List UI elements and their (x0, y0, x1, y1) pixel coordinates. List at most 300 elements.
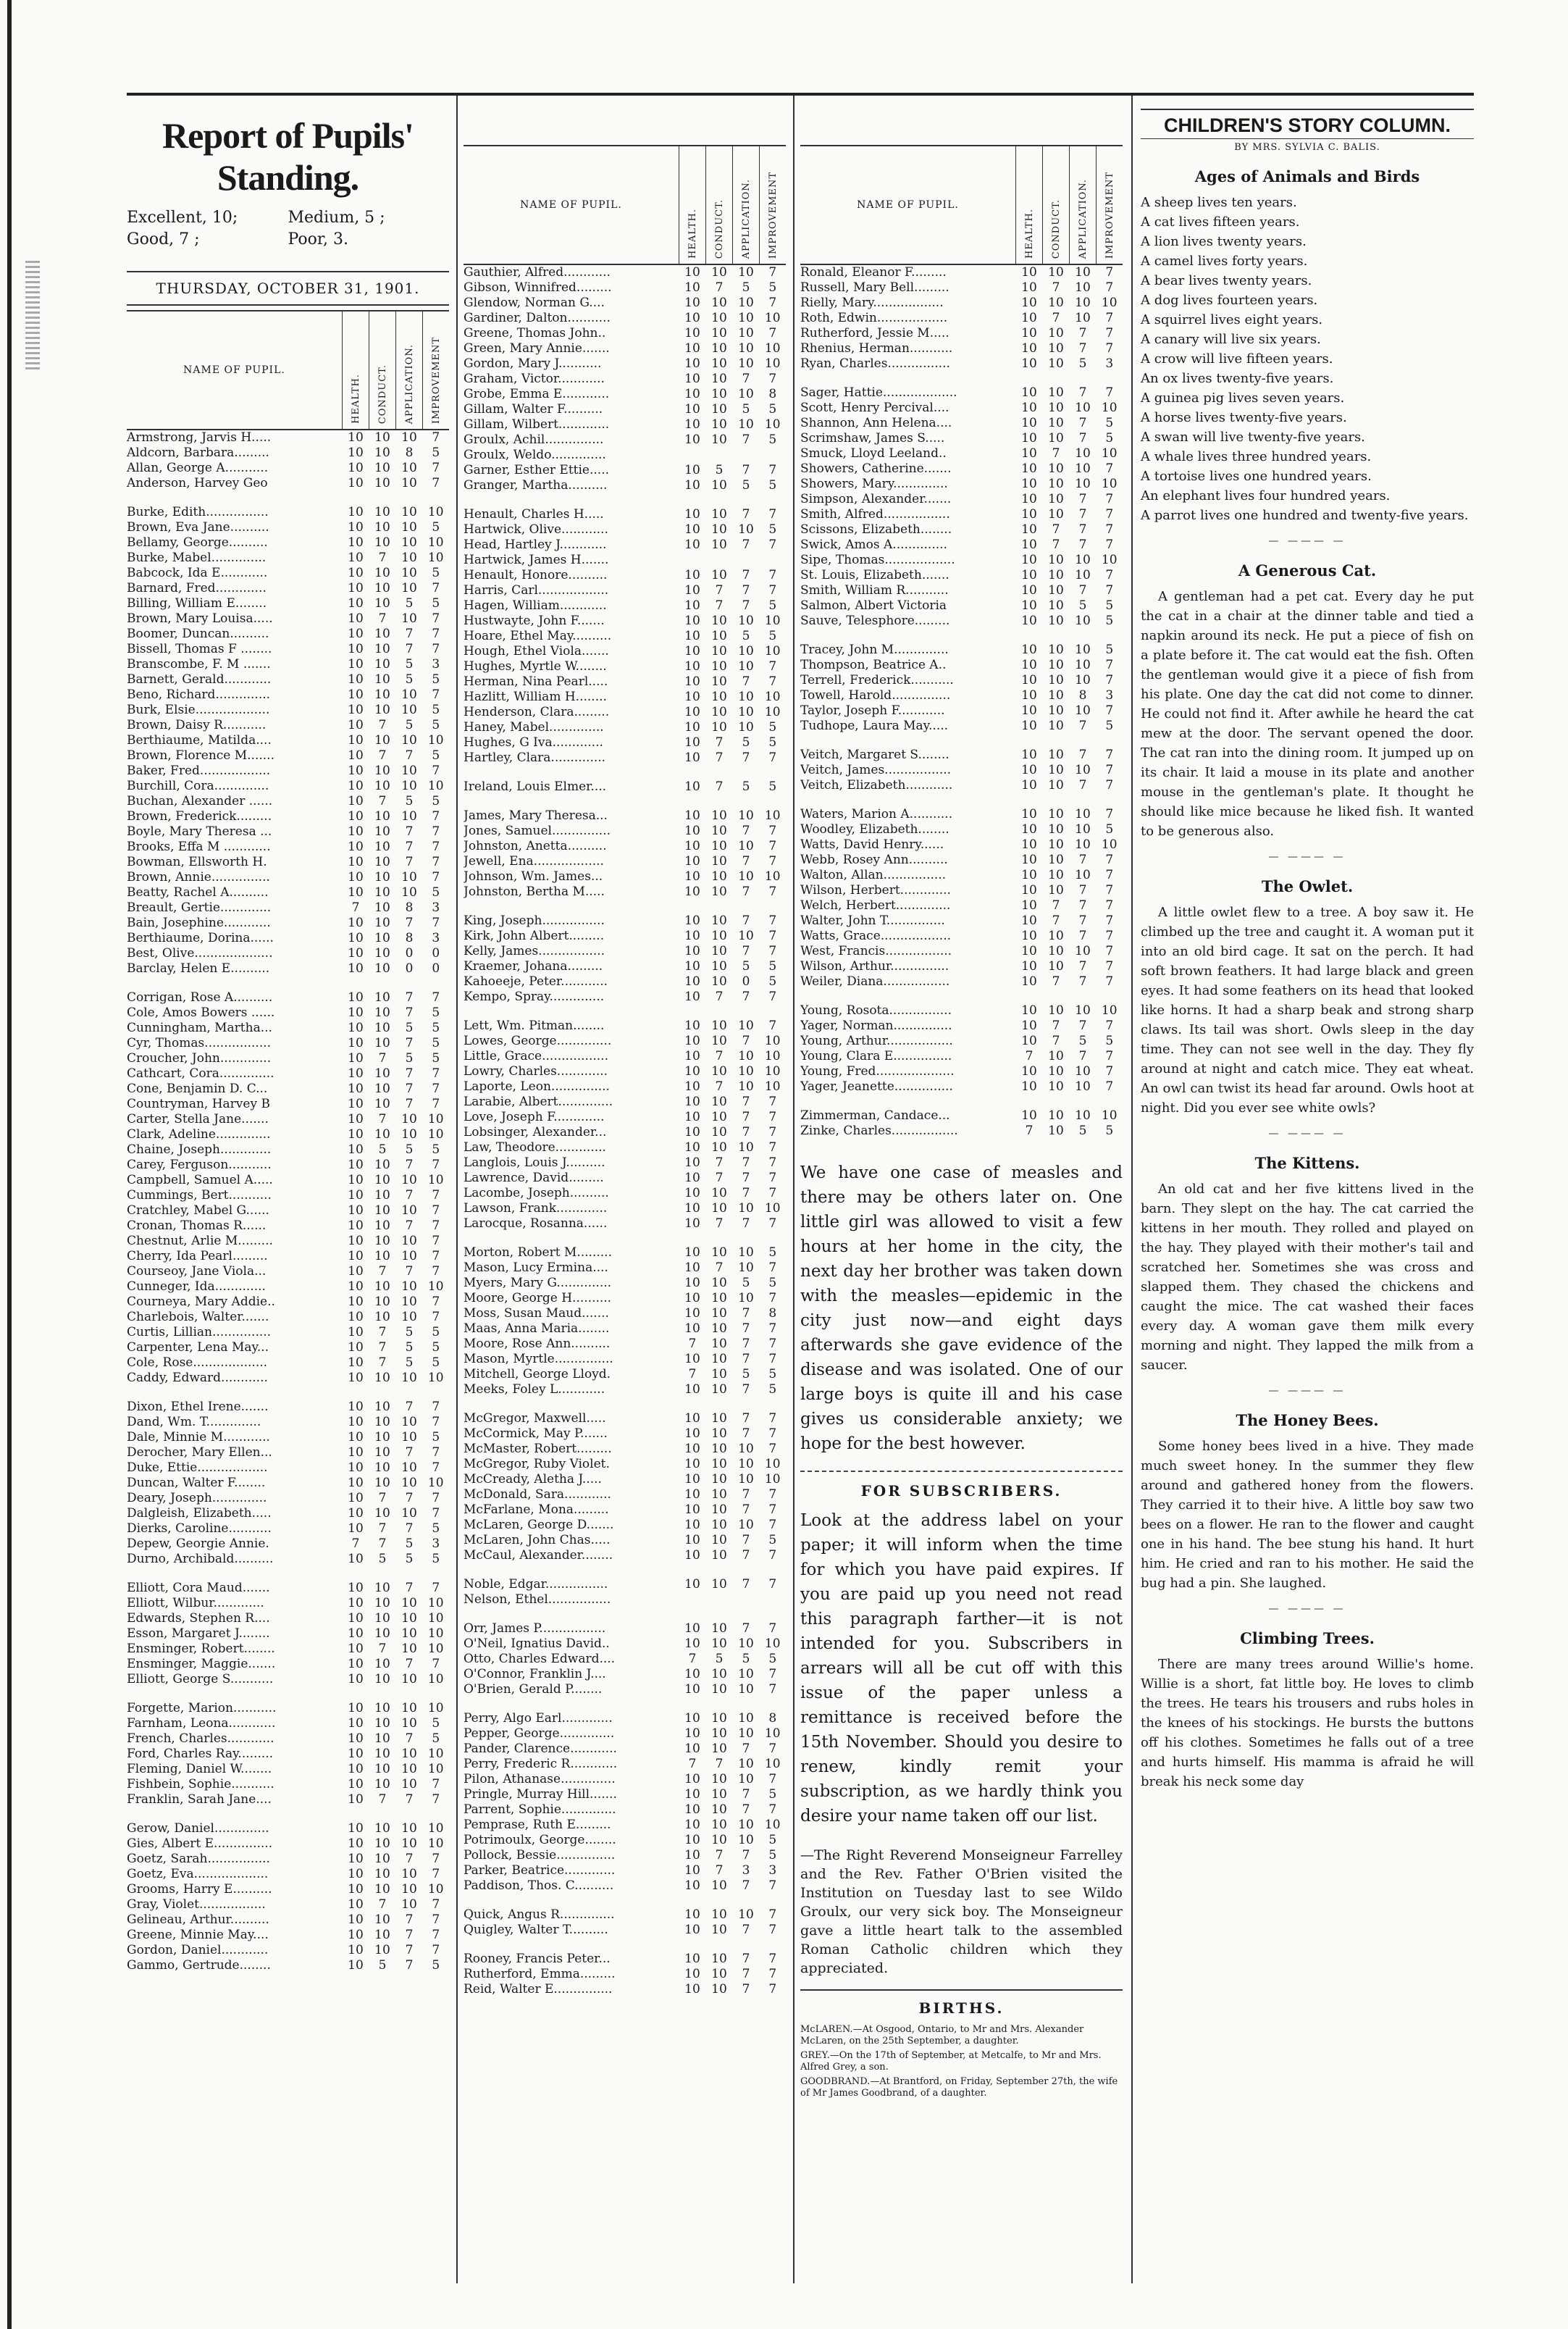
grade-cell: 10 (684, 583, 700, 598)
grade-cell: 7 (405, 824, 414, 839)
pupil-name: Hough, Ethel Viola....... (464, 644, 609, 658)
grade-cell: 10 (401, 505, 417, 519)
pupil-name: Derocher, Mary Ellen... (127, 1445, 272, 1460)
grade-cell (423, 491, 450, 505)
table-row (464, 1757, 786, 1772)
pupil-name: Potrimoulx, George........ (464, 1833, 616, 1847)
grade-cell: 10 (684, 311, 700, 325)
grade-cell: 5 (432, 1036, 440, 1050)
grade-cell: 5 (432, 1521, 440, 1536)
table-row (464, 614, 786, 629)
grade-cell: 7 (715, 583, 724, 598)
grade-cell: 10 (684, 690, 700, 704)
pupil-name: McFarlane, Mona......... (464, 1502, 609, 1517)
grade-cell: 10 (427, 1672, 444, 1686)
grade-cell: 7 (405, 1066, 414, 1081)
grade-cell: 7 (715, 735, 724, 750)
grade-cell: 10 (684, 372, 700, 386)
grade-cell: 10 (738, 522, 754, 537)
grade-cell: 10 (684, 1426, 700, 1441)
header-name: NAME OF PUPIL. (800, 146, 1016, 264)
pupil-name: Duke, Ettie.................. (127, 1460, 268, 1475)
grade-cell: 10 (1048, 1108, 1064, 1123)
grade-cell: 10 (348, 1188, 364, 1203)
pupil-name: Corrigan, Rose A.......... (127, 990, 273, 1005)
grade-cell: 10 (348, 1521, 364, 1536)
pupil-name: Sipe, Thomas.................. (800, 553, 955, 567)
grade-cell: 10 (684, 1079, 700, 1094)
table-row (800, 658, 1123, 673)
pupil-name: Forgette, Marion........... (127, 1701, 277, 1715)
table-row (464, 1818, 786, 1833)
grade-cell: 10 (427, 1642, 444, 1656)
pupil-name: Beno, Richard.............. (127, 687, 271, 702)
pupil-name (464, 766, 679, 779)
grade-cell: 10 (348, 1415, 364, 1429)
grade-cell: 10 (401, 1672, 417, 1686)
table-row (464, 568, 786, 583)
table-row (127, 611, 449, 627)
grade-cell: 7 (432, 1188, 440, 1203)
grade-cell: 5 (1078, 598, 1087, 613)
table-row (464, 869, 786, 885)
grade-cell: 7 (768, 1095, 777, 1109)
grade-cell: 10 (374, 1371, 390, 1385)
grade-cell: 10 (1075, 461, 1091, 476)
grade-cell: 10 (1101, 446, 1118, 461)
grade-cell: 10 (348, 1400, 364, 1414)
table-row (800, 643, 1123, 658)
grade-cell: 10 (684, 1711, 700, 1726)
grade-cell: 7 (742, 824, 750, 838)
grade-cell: 7 (1078, 416, 1087, 430)
grade-cell: 10 (764, 1472, 781, 1487)
grade-cell: 10 (738, 326, 754, 340)
table-row (464, 1636, 786, 1652)
section-separator: — ——— — (1268, 1603, 1346, 1615)
grade-cell: 10 (348, 1340, 364, 1355)
column-4 (1141, 109, 1474, 1791)
table-row (464, 959, 786, 974)
grade-cell: 3 (742, 1863, 750, 1878)
grade-cell: 10 (711, 1667, 727, 1681)
pupil-name: Hagen, William............ (464, 598, 607, 613)
grade-cell (679, 1563, 706, 1577)
grade-cell: 5 (768, 959, 777, 974)
table-row (464, 1863, 786, 1878)
grade-cell: 7 (742, 1216, 750, 1231)
grade-cell: 10 (711, 824, 727, 838)
grade-cell: 10 (348, 1112, 364, 1126)
grade-cell: 7 (1105, 913, 1114, 928)
grade-cell: 7 (768, 1140, 777, 1155)
grade-cell (1016, 372, 1043, 385)
grade-cell: 7 (405, 1928, 414, 1942)
pupil-name: Mason, Lucy Ermina.... (464, 1260, 608, 1275)
pupil-name: Perry, Algo Earl............. (464, 1711, 613, 1726)
grade-cell (1043, 372, 1070, 385)
grade-cell: 7 (432, 1928, 440, 1942)
grade-cell: 7 (768, 507, 777, 522)
grade-cell: 7 (1105, 944, 1114, 958)
subscribers-notice: Look at the address label on your paper; it will inform when the time for which you have paid expires. If you are paid up you need not read this paragraph farther—it is not intended for you. Subscribers in arrears will all be cut off with this issue of the paper unless a remittance is received before the 15th November. Should you desire to renew, kindly remit your subscription, as we hardly think you desire your name taken off our list. (800, 1511, 1123, 1826)
pupil-name: Barnard, Fred............. (127, 581, 267, 595)
pupil-name: Lett, Wm. Pitman........ (464, 1019, 605, 1033)
grade-cell: 5 (432, 596, 440, 611)
pupil-name: Parker, Beatrice............. (464, 1863, 616, 1878)
grade-cell: 10 (684, 1907, 700, 1922)
table-row (127, 1173, 449, 1188)
grade-cell: 10 (684, 432, 700, 447)
grade-cell: 5 (742, 1652, 750, 1666)
grade-cell: 7 (768, 1802, 777, 1817)
grade-cell (760, 553, 787, 568)
grade-cell (706, 553, 733, 568)
grade-cell: 10 (374, 779, 390, 793)
grade-cell: 5 (1105, 643, 1114, 657)
table-row (127, 1386, 449, 1400)
grade-cell: 10 (374, 520, 390, 535)
grade-cell: 5 (405, 1021, 414, 1035)
grade-cell: 10 (1075, 822, 1091, 837)
grade-cell: 7 (432, 1943, 440, 1957)
table-row (127, 1445, 449, 1460)
pupil-name: Ford, Charles Ray......... (127, 1747, 274, 1761)
grade-cell: 7 (768, 1923, 777, 1937)
grade-cell: 10 (401, 1747, 417, 1761)
grade-cell: 10 (1021, 868, 1037, 882)
grade-cell (679, 1607, 706, 1621)
pupil-name: Carpenter, Lena May... (127, 1340, 269, 1355)
grade-cell: 10 (401, 611, 417, 626)
grade-cell: 5 (432, 520, 440, 535)
grade-cell: 7 (405, 1158, 414, 1172)
pupil-name: O'Brien, Gerald P........ (464, 1682, 603, 1697)
grade-cell: 10 (1048, 719, 1064, 733)
pupil-name: Babcock, Ida E............ (127, 566, 268, 580)
grade-cell (1043, 1095, 1070, 1108)
pupil-name: Gordon, Daniel............ (127, 1943, 269, 1957)
grade-cell: 10 (684, 1923, 700, 1937)
grade-cell: 5 (405, 1051, 414, 1066)
grade-cell: 7 (1105, 974, 1114, 989)
grade-cell: 10 (374, 642, 390, 656)
grade-cell: 10 (374, 1657, 390, 1671)
pupil-name: Baker, Fred.................. (127, 764, 271, 778)
grade-cell (343, 977, 369, 990)
pupil-name: Scissons, Elizabeth........ (800, 522, 952, 537)
table-row (127, 1701, 449, 1716)
grade-cell: 10 (1048, 356, 1064, 371)
pupil-name: Johnston, Anetta.......... (464, 839, 607, 853)
pupil-name: Nelson, Ethel................ (464, 1592, 611, 1607)
grade-cell: 7 (742, 432, 750, 447)
pupil-name: Kahoeeje, Peter............ (464, 974, 608, 989)
header-name: NAME OF PUPIL. (127, 311, 343, 430)
grade-cell: 10 (401, 1460, 417, 1475)
grade-cell: 10 (1075, 703, 1091, 718)
trees-story: There are many trees around Willie's home. Willie is a short, fat little boy. He loves to climb the trees. He tears his trousers and rubs holes in the knees of his stockings. He bursts the buttons off his clothes. Sometimes he falls out of a tree and hurts himself. His mamma is afraid he will break his neck some day (1141, 1657, 1474, 1789)
pupil-name: Cunningham, Martha... (127, 1021, 272, 1035)
pupil-name: Cone, Benjamin D. C... (127, 1082, 268, 1096)
grade-cell: 10 (374, 824, 390, 839)
grade-cell: 7 (432, 855, 440, 869)
grade-cell: 10 (711, 387, 727, 401)
ages-line: A tortoise lives one hundred years. (1141, 469, 1372, 484)
grade-cell: 10 (738, 1711, 754, 1726)
pupil-name: Henault, Charles H..... (464, 507, 604, 522)
grade-cell: 10 (711, 705, 727, 719)
grade-cell: 10 (711, 1772, 727, 1786)
table-row (127, 1928, 449, 1943)
grade-cell: 5 (768, 1848, 777, 1862)
grade-cell: 7 (742, 1878, 750, 1893)
pupil-name: Webb, Rosey Ann.......... (800, 853, 948, 867)
grade-cell: 10 (348, 1097, 364, 1111)
pupil-name: Groulx, Achil............... (464, 432, 604, 447)
grade-cell: 7 (768, 1321, 777, 1336)
grade-cell: 10 (1075, 568, 1091, 582)
grade-cell: 10 (684, 944, 700, 958)
grade-cell: 10 (711, 1411, 727, 1426)
grade-cell (760, 1005, 787, 1019)
grade-cell: 10 (1048, 673, 1064, 687)
table-row (464, 1548, 786, 1563)
grade-cell: 5 (768, 1382, 777, 1397)
table-row (464, 463, 786, 478)
grade-cell: 7 (768, 265, 777, 280)
grade-cell: 10 (711, 265, 727, 280)
grade-cell: 10 (401, 1112, 417, 1126)
grade-cell (343, 491, 369, 505)
table-row (127, 627, 449, 642)
grade-cell: 10 (348, 840, 364, 854)
pupil-name: Brown, Annie............... (127, 870, 270, 885)
table-row (464, 644, 786, 659)
grade-cell: 7 (742, 674, 750, 689)
grade-cell: 5 (432, 718, 440, 732)
grade-cell: 10 (1021, 1079, 1037, 1094)
grade-cell: 10 (738, 808, 754, 823)
grading-scale (127, 207, 449, 251)
scale-poor: Poor, 3. (288, 230, 348, 248)
grade-cell: 10 (374, 1066, 390, 1081)
table-row (800, 1108, 1123, 1124)
grade-cell: 10 (684, 598, 700, 613)
grade-cell: 10 (1021, 538, 1037, 552)
table-row (127, 1279, 449, 1295)
pupil-name: Henault, Honore.......... (464, 568, 608, 582)
table-row (127, 1295, 449, 1310)
grade-cell: 10 (427, 1882, 444, 1897)
grade-cell: 10 (1021, 431, 1037, 446)
grade-cell: 7 (768, 1621, 777, 1636)
table-row (127, 885, 449, 900)
grade-cell: 7 (742, 1533, 750, 1547)
grade-cell: 10 (738, 1064, 754, 1079)
grade-cell (343, 1687, 369, 1701)
grade-cell (706, 1894, 733, 1907)
grade-cell: 7 (405, 1852, 414, 1866)
grade-cell: 7 (1105, 778, 1114, 793)
grade-cell: 10 (1048, 944, 1064, 958)
table-row (464, 1894, 786, 1907)
grade-cell: 7 (768, 1352, 777, 1366)
grade-cell (423, 977, 450, 990)
table-row (464, 885, 786, 900)
pupil-name: Maas, Anna Maria........ (464, 1321, 610, 1336)
grade-cell: 10 (738, 1457, 754, 1471)
grade-cell: 10 (764, 690, 781, 704)
grade-cell: 10 (374, 1882, 390, 1897)
grade-cell (679, 1232, 706, 1245)
grade-cell: 5 (405, 1325, 414, 1339)
pupil-name: Burk, Elsie................... (127, 703, 270, 717)
grade-cell: 10 (1048, 688, 1064, 703)
grade-cell: 10 (711, 1110, 727, 1124)
grade-cell: 10 (684, 1967, 700, 1981)
grade-cell: 7 (1078, 748, 1087, 762)
grade-cell: 10 (738, 1260, 754, 1275)
grade-cell: 10 (684, 280, 700, 295)
pupil-name: Best, Olive.................... (127, 946, 273, 961)
table-row (464, 1802, 786, 1818)
table-row (464, 659, 786, 674)
table-row (800, 913, 1123, 929)
grade-cell (706, 795, 733, 808)
table-row (464, 1260, 786, 1276)
table-row (800, 868, 1123, 883)
table-row (127, 870, 449, 885)
grade-cell: 10 (374, 1430, 390, 1444)
grade-cell: 10 (711, 478, 727, 493)
pupil-name: Brown, Daisy R........... (127, 718, 267, 732)
pupil-name: Billing, William E........ (127, 596, 267, 611)
grade-cell: 10 (738, 1140, 754, 1155)
scan-edge (7, 0, 12, 2329)
table-row (464, 1337, 786, 1352)
grade-cell: 10 (401, 1867, 417, 1881)
grade-cell: 10 (348, 1762, 364, 1776)
table-row (464, 1621, 786, 1636)
grade-cell: 7 (1105, 507, 1114, 522)
grade-cell: 10 (401, 1701, 417, 1715)
grade-cell: 7 (742, 1321, 750, 1336)
pupil-name: Deary, Joseph.............. (127, 1491, 267, 1505)
grade-cell: 5 (742, 779, 750, 794)
pupil-name: Pander, Clarence............ (464, 1741, 617, 1756)
grade-cell: 10 (1075, 658, 1091, 672)
grade-cell: 10 (427, 1596, 444, 1610)
grade-cell: 10 (427, 1371, 444, 1385)
grade-cell: 10 (1048, 583, 1064, 598)
table-row (464, 1411, 786, 1426)
grade-cell: 10 (684, 1155, 700, 1170)
grade-cell: 7 (405, 627, 414, 641)
grade-cell: 7 (432, 1460, 440, 1475)
grade-cell: 10 (711, 944, 727, 958)
pupil-name: Russell, Mary Bell......... (800, 280, 949, 295)
grade-cell: 10 (1048, 748, 1064, 762)
grade-cell: 10 (374, 870, 390, 885)
pupil-name: Pringle, Murray Hill....... (464, 1787, 617, 1802)
grade-cell: 7 (715, 1863, 724, 1878)
pupil-name: Showers, Mary.............. (800, 477, 948, 491)
pupil-name: Lobsinger, Alexander... (464, 1125, 607, 1140)
grade-cell: 10 (348, 505, 364, 519)
grade-cell: 7 (1078, 898, 1087, 913)
table-row (127, 1506, 449, 1521)
pupil-name: Cyr, Thomas................. (127, 1036, 272, 1050)
grade-cell (1016, 629, 1043, 643)
grade-cell: 7 (432, 430, 440, 445)
table-row (800, 990, 1123, 1003)
table-row (127, 1626, 449, 1642)
grade-cell: 10 (684, 1291, 700, 1305)
grade-cell: 10 (711, 1457, 727, 1471)
grade-cell: 10 (374, 627, 390, 641)
table-row (464, 779, 786, 795)
grade-cell: 7 (378, 718, 387, 732)
grade-cell: 5 (1105, 719, 1114, 733)
pupil-name: Gibson, Winnifred......... (464, 280, 612, 295)
grade-cell: 10 (348, 1325, 364, 1339)
grade-cell: 10 (348, 1234, 364, 1248)
grade-cell: 10 (348, 1716, 364, 1731)
grade-cell: 10 (401, 1310, 417, 1324)
pupil-name: Courseoy, Jane Viola... (127, 1264, 267, 1279)
grade-cell: 10 (684, 402, 700, 417)
grade-cell: 7 (1078, 326, 1087, 340)
grade-cell (396, 1807, 423, 1821)
pupil-name: Perry, Frederic R............ (464, 1757, 618, 1771)
grade-cell: 3 (1105, 688, 1114, 703)
pupil-name: Greene, Thomas John.. (464, 326, 606, 340)
table-row (800, 280, 1123, 296)
grade-cell: 7 (768, 824, 777, 838)
pupil-name (464, 1894, 679, 1907)
table-row (464, 929, 786, 944)
grade-cell: 7 (1078, 719, 1087, 733)
grade-cell: 7 (378, 1355, 387, 1370)
table-row (464, 1171, 786, 1186)
header-improvement-label: IMPROVEMENT (1104, 171, 1115, 259)
pupil-name: Quigley, Walter T.......... (464, 1923, 608, 1937)
table-row (464, 1442, 786, 1457)
grade-cell: 7 (768, 839, 777, 853)
table-row (464, 1201, 786, 1216)
table-row (464, 944, 786, 959)
pupil-name: Goetz, Sarah................ (127, 1852, 270, 1866)
grade-cell: 10 (348, 733, 364, 748)
grade-cell: 7 (715, 1757, 724, 1771)
grade-cell: 10 (374, 1082, 390, 1096)
column-divider (1131, 96, 1133, 2283)
grade-cell: 7 (742, 507, 750, 522)
grade-cell: 10 (348, 1928, 364, 1942)
grade-cell: 10 (374, 1203, 390, 1218)
grade-cell: 10 (348, 764, 364, 778)
grade-cell: 8 (768, 1711, 777, 1726)
grade-cell: 7 (378, 1491, 387, 1505)
table-row (800, 431, 1123, 446)
table-row (127, 505, 449, 520)
table-row (127, 1203, 449, 1218)
grade-cell: 10 (738, 705, 754, 719)
grade-cell: 10 (374, 1762, 390, 1776)
grade-cell: 10 (401, 687, 417, 702)
table-row (127, 1672, 449, 1687)
